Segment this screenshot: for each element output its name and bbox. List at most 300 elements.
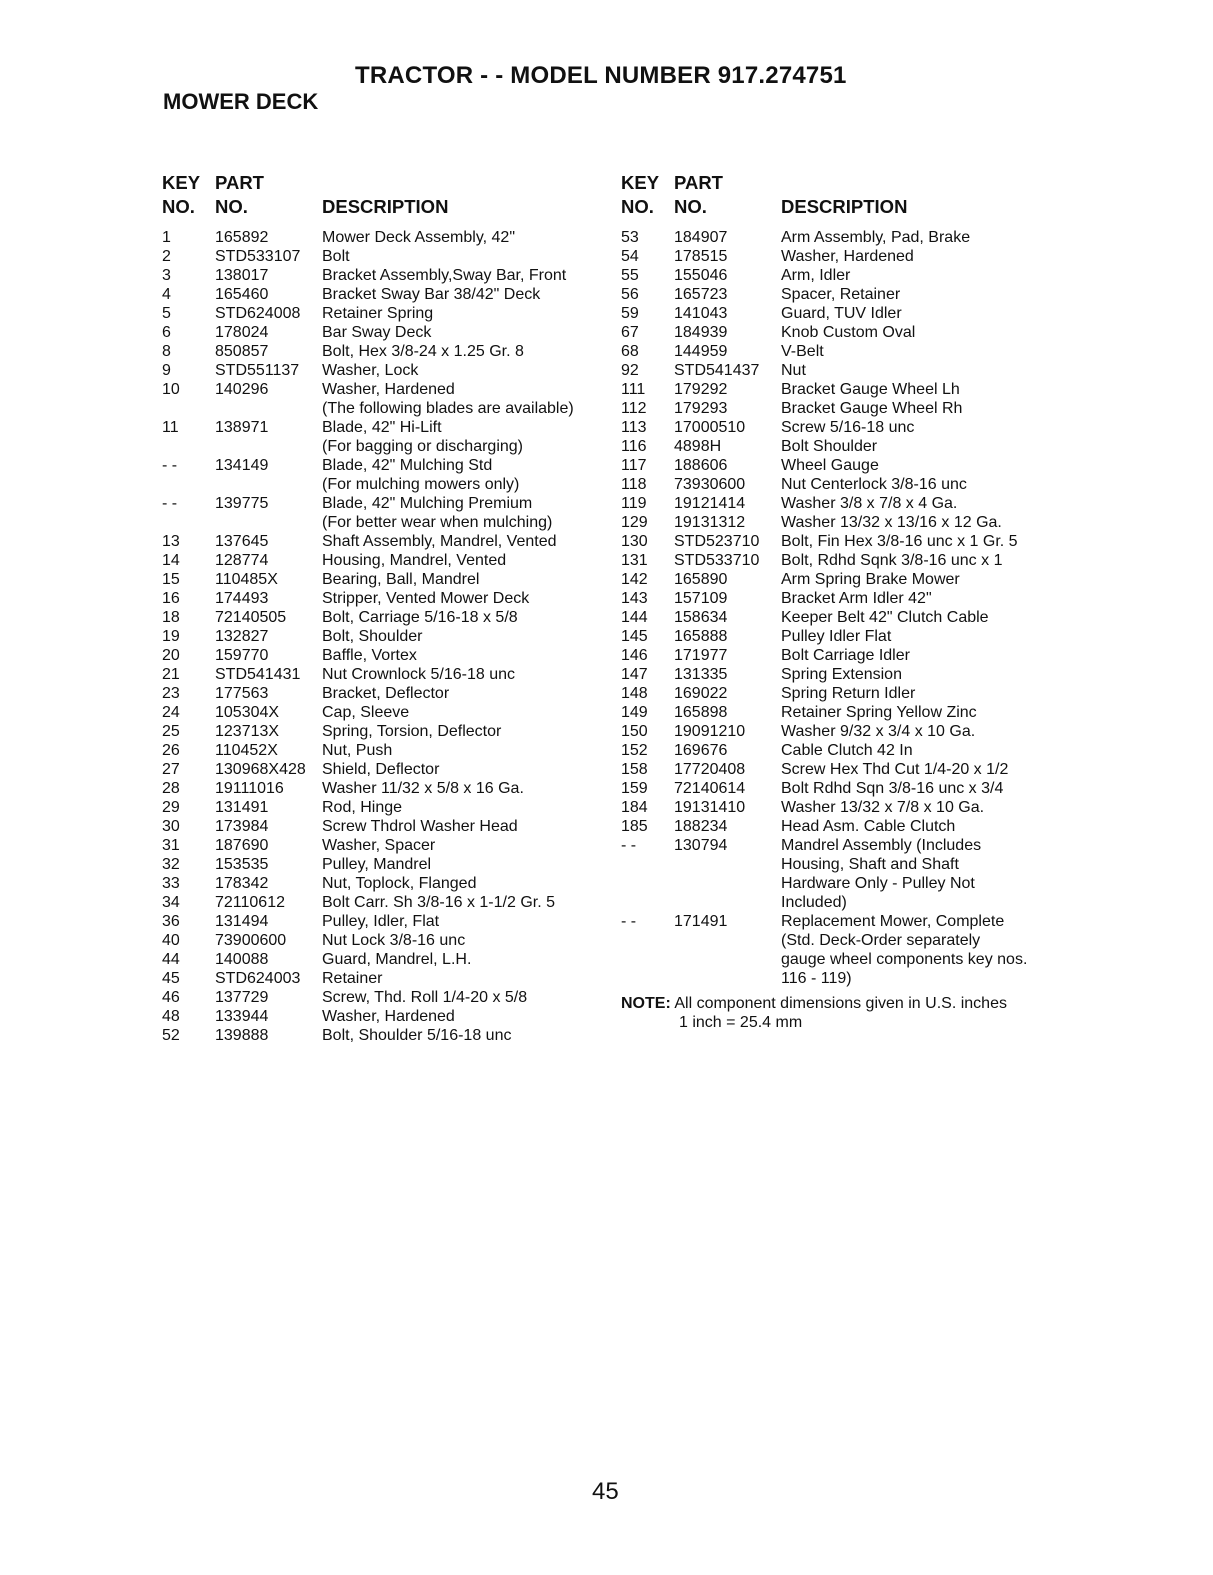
table-row: [621, 304, 1061, 323]
part-no: 73900600: [215, 932, 287, 949]
table-row: [621, 722, 1061, 741]
part-no: 139775: [215, 495, 269, 512]
description: Bolt, Shoulder: [322, 628, 423, 645]
part-no: 19121414: [674, 495, 746, 512]
part-no: 138971: [215, 419, 269, 436]
section-title: MOWER DECK: [163, 89, 319, 114]
part-no: STD533710: [674, 552, 760, 569]
part-no: 130968X428: [215, 761, 306, 778]
page-title: TRACTOR - - MODEL NUMBER 917.274751: [355, 62, 847, 89]
description: Spring, Torsion, Deflector: [322, 723, 502, 740]
table-row: [621, 893, 1061, 912]
table-row: [162, 266, 612, 285]
part-no: STD533107: [215, 248, 301, 265]
description: Cable Clutch 42 In: [781, 742, 913, 759]
table-row: [621, 399, 1061, 418]
table-row: [162, 893, 612, 912]
part-no: 131335: [674, 666, 728, 683]
table-row: [162, 988, 612, 1007]
key-no: 45: [162, 970, 180, 987]
key-no: 145: [621, 628, 648, 645]
description: Pulley, Mandrel: [322, 856, 432, 873]
description: Hardware Only - Pulley Not: [781, 875, 975, 892]
description: Baffle, Vortex: [322, 647, 417, 664]
part-no: 19131410: [674, 799, 746, 816]
part-no: 158634: [674, 609, 728, 626]
description: Blade, 42" Mulching Premium: [322, 495, 533, 512]
table-row: [621, 323, 1061, 342]
part-no: 110485X: [215, 571, 278, 588]
part-no: 169676: [674, 742, 728, 759]
table-row: [621, 285, 1061, 304]
description: Bracket Arm Idler 42": [781, 590, 932, 607]
table-row: [162, 570, 612, 589]
description: Nut Centerlock 3/8-16 unc: [781, 476, 967, 493]
note: [621, 994, 1061, 1032]
table-row: [162, 494, 612, 513]
parts-list-right: [621, 228, 1061, 988]
table-row: [621, 912, 1061, 931]
table-row: [621, 627, 1061, 646]
description: Shield, Deflector: [322, 761, 440, 778]
table-row: [621, 570, 1061, 589]
key-no: 150: [621, 723, 648, 740]
part-no: 159770: [215, 647, 269, 664]
table-row: [621, 950, 1061, 969]
part-no: 179292: [674, 381, 728, 398]
table-row: [162, 798, 612, 817]
table-row: [621, 551, 1061, 570]
description: Washer 3/8 x 7/8 x 4 Ga.: [781, 495, 958, 512]
table-row: [162, 399, 612, 418]
table-row: [621, 494, 1061, 513]
key-no: 55: [621, 267, 639, 284]
table-row: [162, 874, 612, 893]
table-row: [162, 969, 612, 988]
part-no: 184939: [674, 324, 728, 341]
table-row: [621, 969, 1061, 988]
description: Pulley Idler Flat: [781, 628, 892, 645]
key-no: 25: [162, 723, 180, 740]
description: Washer, Lock: [322, 362, 419, 379]
description: Washer, Hardened: [322, 1008, 455, 1025]
parts-list-left: [162, 228, 612, 1045]
key-no: 40: [162, 932, 180, 949]
description: Wheel Gauge: [781, 457, 879, 474]
description: Stripper, Vented Mower Deck: [322, 590, 530, 607]
table-row: [162, 817, 612, 836]
part-no: 105304X: [215, 704, 280, 721]
key-no: 18: [162, 609, 180, 626]
description: Housing, Mandrel, Vented: [322, 552, 507, 569]
part-no: 178515: [674, 248, 728, 265]
key-no: 26: [162, 742, 180, 759]
description: Screw 5/16-18 unc: [781, 419, 915, 436]
table-row: [162, 1007, 612, 1026]
table-row: [621, 456, 1061, 475]
description: Bracket Gauge Wheel Lh: [781, 381, 960, 398]
table-row: [162, 912, 612, 931]
description: Washer 9/32 x 3/4 x 10 Ga.: [781, 723, 976, 740]
table-row: [162, 589, 612, 608]
key-no: 19: [162, 628, 180, 645]
part-no: 17000510: [674, 419, 746, 436]
key-no: 146: [621, 647, 648, 664]
description: Bar Sway Deck: [322, 324, 432, 341]
key-no: 48: [162, 1008, 180, 1025]
table-row: [162, 361, 612, 380]
description: Bolt Shoulder: [781, 438, 878, 455]
part-no: 19131312: [674, 514, 746, 531]
header-key-no: NO.: [621, 196, 654, 217]
table-row: [162, 247, 612, 266]
table-row: [621, 437, 1061, 456]
table-row: [621, 703, 1061, 722]
description: Bolt: [322, 248, 350, 265]
description: Nut, Toplock, Flanged: [322, 875, 477, 892]
table-row: [621, 741, 1061, 760]
part-no: 173984: [215, 818, 269, 835]
description: (The following blades are available): [322, 400, 574, 417]
key-no: 5: [162, 305, 171, 322]
part-no: 178024: [215, 324, 269, 341]
description: Bearing, Ball, Mandrel: [322, 571, 480, 588]
table-row: [162, 950, 612, 969]
key-no: 185: [621, 818, 648, 835]
key-no: 59: [621, 305, 639, 322]
description: Bolt Rdhd Sqn 3/8-16 unc x 3/4: [781, 780, 1004, 797]
description: Bolt Carriage Idler: [781, 647, 910, 664]
key-no: 131: [621, 552, 648, 569]
table-row: [621, 228, 1061, 247]
key-no: 112: [621, 400, 647, 417]
table-row: [162, 684, 612, 703]
table-row: [162, 665, 612, 684]
table-row: [621, 342, 1061, 361]
table-row: [162, 836, 612, 855]
key-no: 56: [621, 286, 639, 303]
key-no: 27: [162, 761, 180, 778]
part-no: 110452X: [215, 742, 278, 759]
key-no: 53: [621, 229, 639, 246]
description: Bolt, Fin Hex 3/8-16 unc x 1 Gr. 5: [781, 533, 1018, 550]
note-line-2: 1 inch = 25.4 mm: [679, 1014, 803, 1031]
description: Retainer: [322, 970, 383, 987]
key-no: 30: [162, 818, 180, 835]
description: gauge wheel components key nos.: [781, 951, 1028, 968]
part-no: 140088: [215, 951, 269, 968]
part-no: 174493: [215, 590, 269, 607]
key-no: - -: [162, 495, 178, 512]
key-no: 29: [162, 799, 180, 816]
table-row: [162, 285, 612, 304]
description: Washer, Hardened: [322, 381, 455, 398]
table-row: [162, 323, 612, 342]
key-no: 158: [621, 761, 648, 778]
table-row: [621, 475, 1061, 494]
key-no: 118: [621, 476, 647, 493]
part-no: 134149: [215, 457, 269, 474]
part-no: 178342: [215, 875, 269, 892]
key-no: 1: [162, 229, 171, 246]
part-no: 144959: [674, 343, 728, 360]
key-no: 142: [621, 571, 648, 588]
table-row: [621, 646, 1061, 665]
table-row: [621, 532, 1061, 551]
table-row: [621, 608, 1061, 627]
description: Spacer, Retainer: [781, 286, 901, 303]
key-no: - -: [621, 913, 637, 930]
part-no: 184907: [674, 229, 728, 246]
key-no: 9: [162, 362, 171, 379]
description: Washer, Spacer: [322, 837, 436, 854]
description: Nut: [781, 362, 806, 379]
description: (For bagging or discharging): [322, 438, 523, 455]
key-no: 159: [621, 780, 648, 797]
key-no: 23: [162, 685, 180, 702]
description: Arm Assembly, Pad, Brake: [781, 229, 971, 246]
key-no: 119: [621, 495, 647, 512]
column-header: [621, 172, 1061, 220]
header-key: KEY: [162, 172, 201, 193]
key-no: 24: [162, 704, 180, 721]
key-no: 32: [162, 856, 180, 873]
part-no: 137645: [215, 533, 269, 550]
key-no: 4: [162, 286, 171, 303]
description: Spring Extension: [781, 666, 902, 683]
table-row: [621, 266, 1061, 285]
key-no: 2: [162, 248, 171, 265]
part-no: 17720408: [674, 761, 746, 778]
header-part: PART: [674, 172, 723, 193]
key-no: 68: [621, 343, 639, 360]
key-no: 16: [162, 590, 180, 607]
header-part-no: NO.: [674, 196, 707, 217]
table-row: [621, 513, 1061, 532]
header-key: KEY: [621, 172, 660, 193]
table-row: [621, 760, 1061, 779]
key-no: 113: [621, 419, 647, 436]
key-no: 20: [162, 647, 180, 664]
description: Washer, Hardened: [781, 248, 914, 265]
part-no: 123713X: [215, 723, 280, 740]
table-row: [162, 532, 612, 551]
key-no: 67: [621, 324, 639, 341]
table-row: [162, 931, 612, 950]
table-row: [621, 779, 1061, 798]
table-row: [162, 608, 612, 627]
key-no: 54: [621, 248, 639, 265]
part-no: 137729: [215, 989, 269, 1006]
key-no: 117: [621, 457, 647, 474]
key-no: 147: [621, 666, 648, 683]
key-no: 3: [162, 267, 171, 284]
page-number: 45: [592, 1478, 619, 1505]
table-row: [162, 703, 612, 722]
table-row: [162, 646, 612, 665]
description: Nut Crownlock 5/16-18 unc: [322, 666, 515, 683]
key-no: 10: [162, 381, 180, 398]
part-no: STD523710: [674, 533, 760, 550]
description: Washer 13/32 x 13/16 x 12 Ga.: [781, 514, 1002, 531]
part-no: 73930600: [674, 476, 746, 493]
key-no: - -: [621, 837, 637, 854]
part-no: STD541431: [215, 666, 301, 683]
part-no: 131491: [215, 799, 269, 816]
part-no: 171491: [674, 913, 728, 930]
part-no: 128774: [215, 552, 269, 569]
table-row: [621, 247, 1061, 266]
key-no: 44: [162, 951, 180, 968]
header-description: DESCRIPTION: [322, 196, 449, 217]
description: (For mulching mowers only): [322, 476, 520, 493]
table-row: [162, 855, 612, 874]
key-no: 144: [621, 609, 648, 626]
description: Nut Lock 3/8-16 unc: [322, 932, 466, 949]
part-no: 157109: [674, 590, 728, 607]
description: Bolt, Rdhd Sqnk 3/8-16 unc x 1: [781, 552, 1003, 569]
table-row: [162, 456, 612, 475]
table-row: [621, 684, 1061, 703]
description: Washer 11/32 x 5/8 x 16 Ga.: [322, 780, 524, 797]
part-no: 72140614: [674, 780, 746, 797]
key-no: 92: [621, 362, 639, 379]
part-no: 72140505: [215, 609, 287, 626]
key-no: 15: [162, 571, 180, 588]
note-line-1: All component dimensions given in U.S. inches: [670, 995, 1007, 1012]
table-row: [621, 855, 1061, 874]
key-no: 143: [621, 590, 648, 607]
table-row: [162, 741, 612, 760]
parts-column-right: [621, 172, 1061, 1032]
table-row: [621, 931, 1061, 950]
description: Mandrel Assembly (Includes: [781, 837, 982, 854]
table-row: [162, 513, 612, 532]
part-no: 153535: [215, 856, 269, 873]
key-no: - -: [162, 457, 178, 474]
key-no: 6: [162, 324, 171, 341]
table-row: [162, 760, 612, 779]
description: (Std. Deck-Order separately: [781, 932, 981, 949]
description: Spring Return Idler: [781, 685, 916, 702]
key-no: 34: [162, 894, 180, 911]
description: Bracket, Deflector: [322, 685, 450, 702]
part-no: 155046: [674, 267, 728, 284]
table-row: [162, 304, 612, 323]
header-part-no: NO.: [215, 196, 248, 217]
description: Retainer Spring: [322, 305, 434, 322]
description: V-Belt: [781, 343, 824, 360]
part-no: 139888: [215, 1027, 269, 1044]
description: Mower Deck Assembly, 42": [322, 229, 515, 246]
description: Screw Hex Thd Cut 1/4-20 x 1/2: [781, 761, 1009, 778]
key-no: 31: [162, 837, 180, 854]
column-header: [162, 172, 612, 220]
part-no: 187690: [215, 837, 269, 854]
table-row: [162, 722, 612, 741]
description: Replacement Mower, Complete: [781, 913, 1005, 930]
key-no: 149: [621, 704, 648, 721]
key-no: 52: [162, 1027, 180, 1044]
description: Blade, 42" Mulching Std: [322, 457, 493, 474]
part-no: 132827: [215, 628, 269, 645]
table-row: [621, 418, 1061, 437]
table-row: [621, 817, 1061, 836]
table-row: [621, 798, 1061, 817]
part-no: 72110612: [215, 894, 285, 911]
table-row: [162, 418, 612, 437]
table-row: [162, 475, 612, 494]
part-no: 169022: [674, 685, 728, 702]
description: Washer 13/32 x 7/8 x 10 Ga.: [781, 799, 985, 816]
description: Guard, TUV Idler: [781, 305, 902, 322]
table-row: [621, 589, 1061, 608]
key-no: 36: [162, 913, 180, 930]
description: Housing, Shaft and Shaft: [781, 856, 959, 873]
key-no: 28: [162, 780, 180, 797]
key-no: 33: [162, 875, 180, 892]
header-key-no: NO.: [162, 196, 195, 217]
table-row: [162, 228, 612, 247]
part-no: 141043: [674, 305, 728, 322]
part-no: 19091210: [674, 723, 746, 740]
table-row: [162, 1026, 612, 1045]
part-no: 179293: [674, 400, 728, 417]
description: Guard, Mandrel, L.H.: [322, 951, 472, 968]
table-row: [162, 627, 612, 646]
description: Keeper Belt 42" Clutch Cable: [781, 609, 989, 626]
key-no: 184: [621, 799, 648, 816]
description: Knob Custom Oval: [781, 324, 916, 341]
description: Bracket Assembly,Sway Bar, Front: [322, 267, 567, 284]
key-no: 148: [621, 685, 648, 702]
part-no: 165888: [674, 628, 728, 645]
header-description: DESCRIPTION: [781, 196, 908, 217]
key-no: 11: [162, 419, 179, 436]
key-no: 21: [162, 666, 180, 683]
description: Bracket Sway Bar 38/42" Deck: [322, 286, 541, 303]
part-no: 138017: [215, 267, 269, 284]
part-no: 131494: [215, 913, 269, 930]
key-no: 130: [621, 533, 648, 550]
table-row: [162, 342, 612, 361]
description: 116 - 119): [781, 970, 852, 987]
part-no: 188234: [674, 818, 728, 835]
part-no: 4898H: [674, 438, 722, 455]
part-no: 171977: [674, 647, 728, 664]
description: Screw Thdrol Washer Head: [322, 818, 518, 835]
part-no: 165892: [215, 229, 269, 246]
description: Arm, Idler: [781, 267, 851, 284]
table-row: [621, 836, 1061, 855]
table-row: [621, 380, 1061, 399]
key-no: 111: [621, 381, 646, 398]
description: Bracket Gauge Wheel Rh: [781, 400, 963, 417]
parts-column-left: [162, 172, 612, 1045]
table-row: [621, 361, 1061, 380]
table-row: [162, 437, 612, 456]
description: Included): [781, 894, 847, 911]
part-no: 165460: [215, 286, 269, 303]
part-no: 165723: [674, 286, 728, 303]
part-no: STD624008: [215, 305, 301, 322]
note-label: NOTE:: [621, 995, 671, 1012]
part-no: 19111016: [215, 780, 284, 797]
part-no: 188606: [674, 457, 728, 474]
description: Screw, Thd. Roll 1/4-20 x 5/8: [322, 989, 528, 1006]
description: Nut, Push: [322, 742, 393, 759]
table-row: [162, 551, 612, 570]
